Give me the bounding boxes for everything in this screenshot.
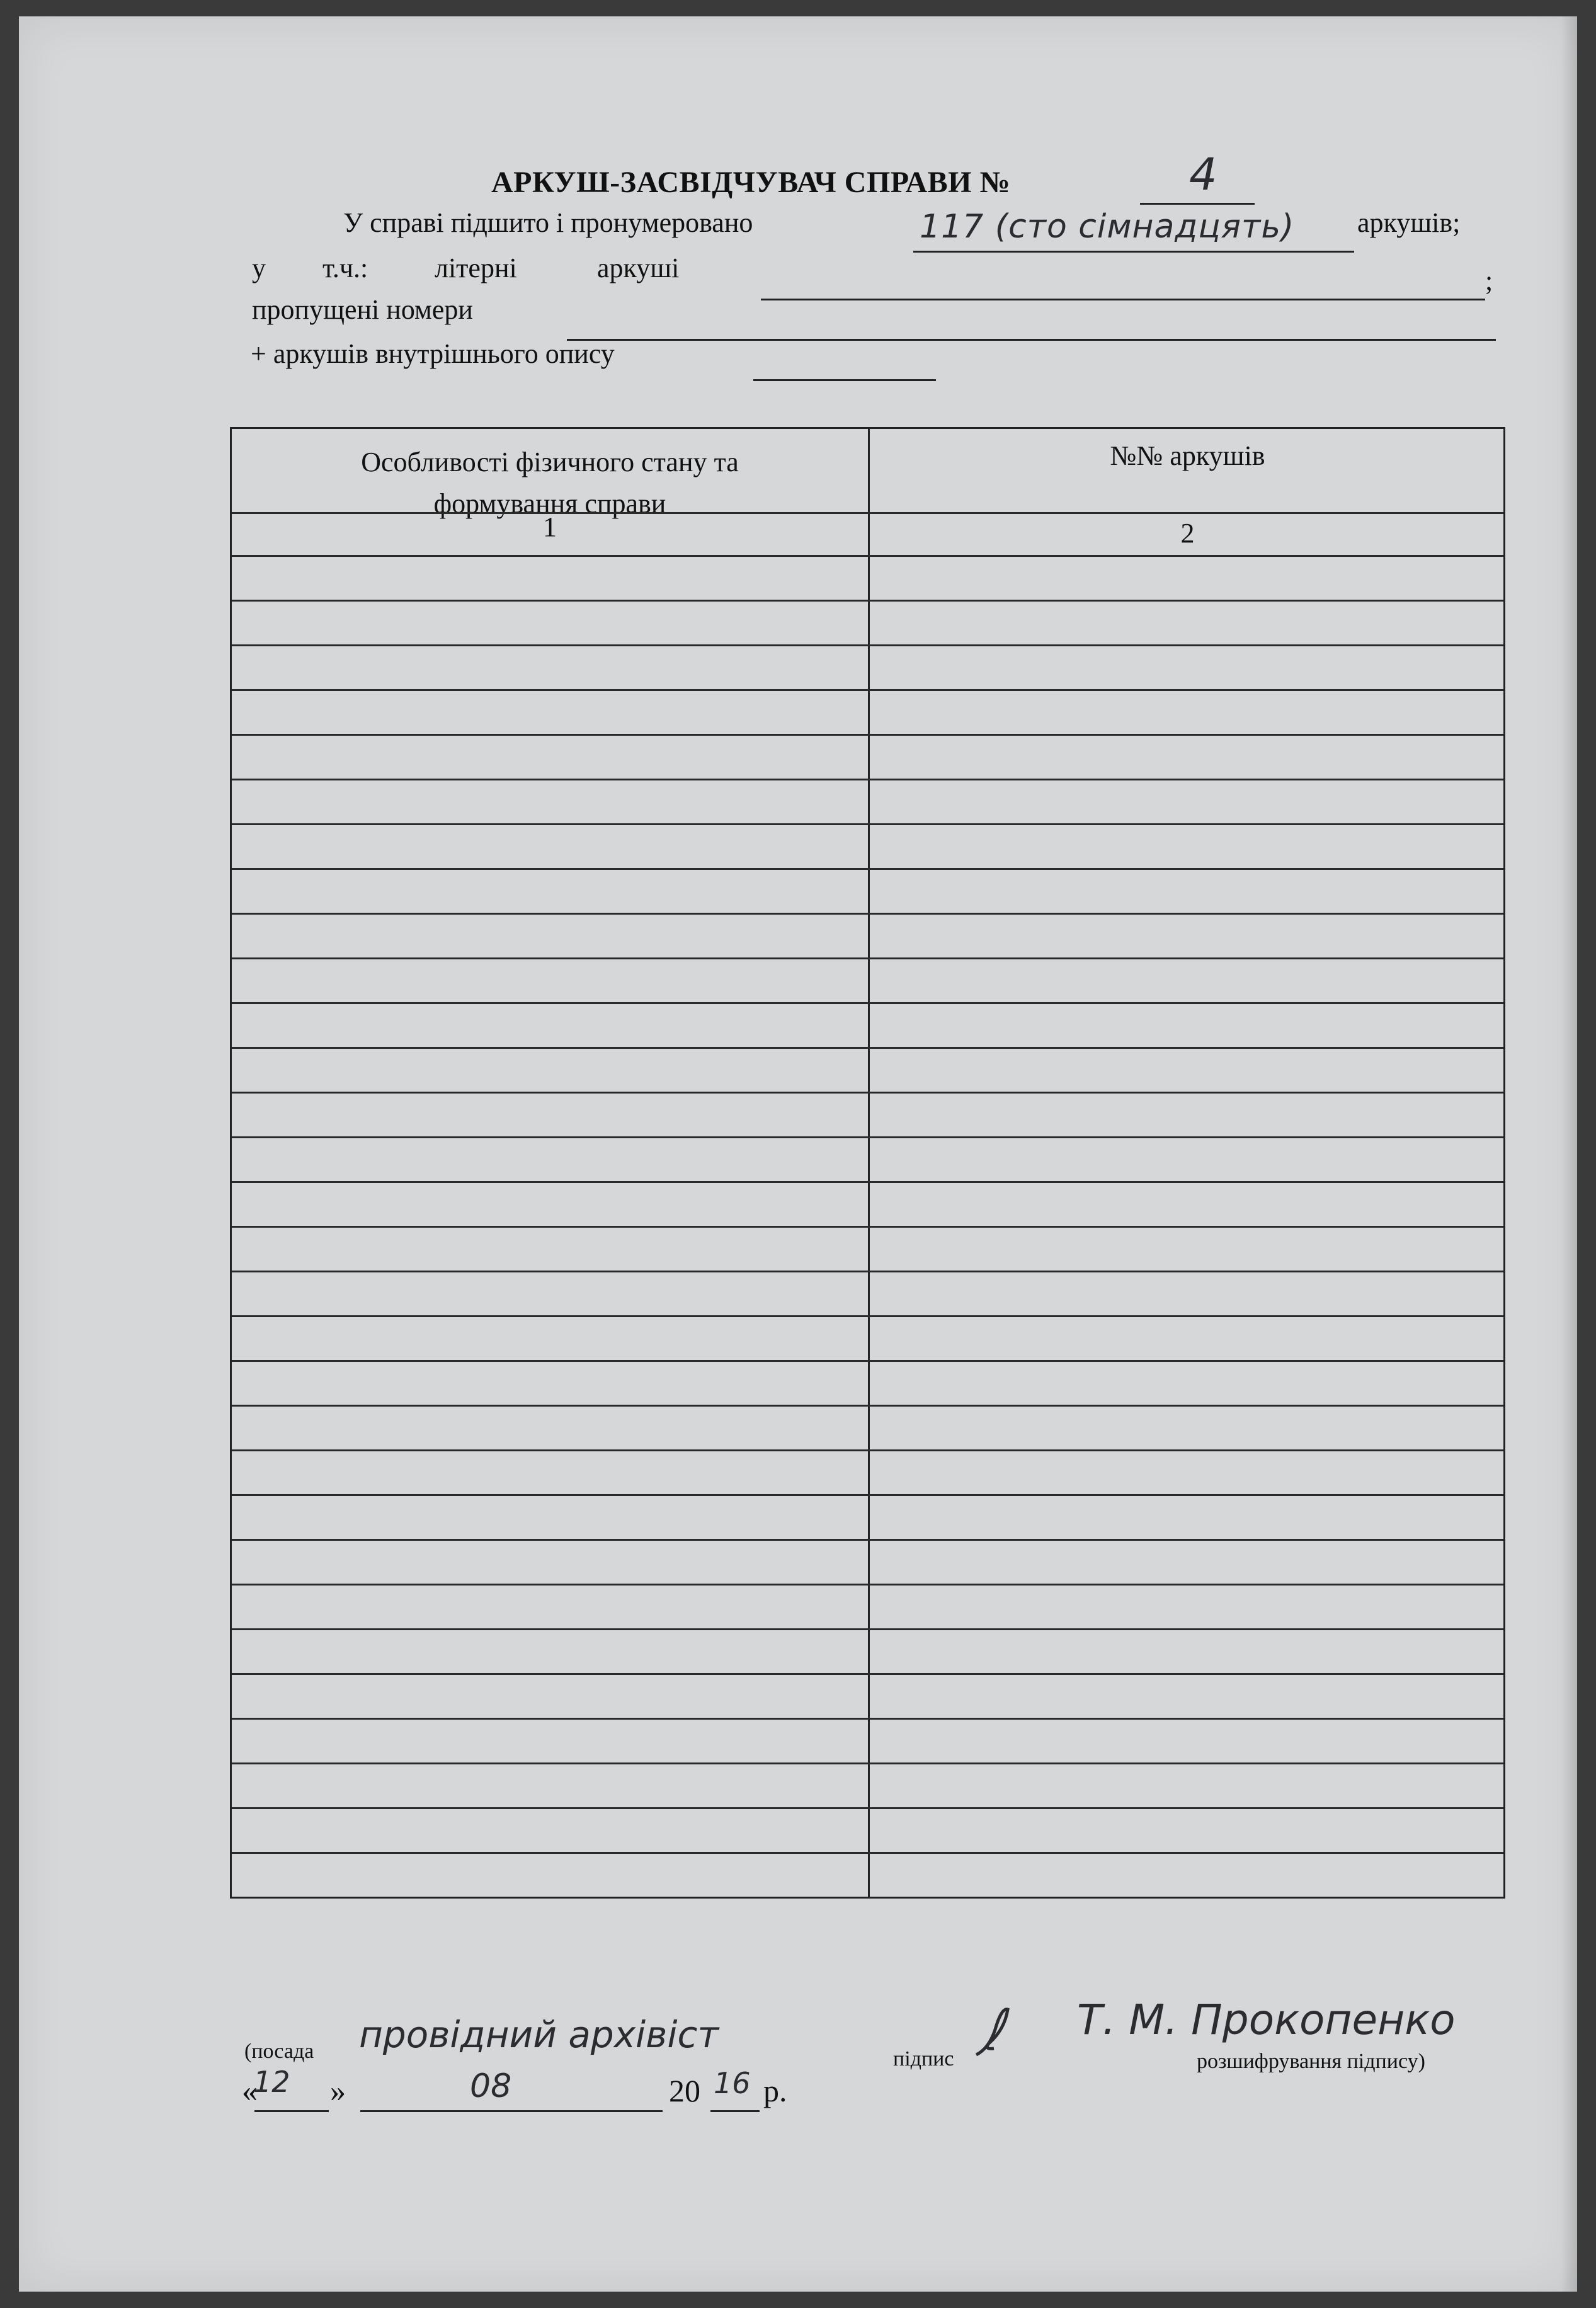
table-row-line	[232, 1271, 1503, 1272]
signature-squiggle	[970, 2004, 1020, 2061]
missing-numbers-underline	[567, 339, 1496, 341]
table-row-line	[232, 1584, 1503, 1585]
including-word-u: у	[252, 253, 266, 283]
table-row-line	[232, 1405, 1503, 1407]
sewn-pages-suffix: аркушів;	[1357, 207, 1461, 238]
table-column-number-2: 2	[1180, 518, 1195, 549]
table-row-line	[232, 1673, 1503, 1675]
including-word-tch: т.ч.:	[322, 253, 368, 283]
signature-name-handwritten: Т. М. Прокопенко	[1077, 1996, 1456, 2044]
case-number-underline	[1140, 203, 1255, 205]
missing-numbers-label: пропущені номери	[252, 294, 473, 325]
inner-inventory-label: + аркушів внутрішнього опису	[251, 338, 615, 369]
signature-decoding-label: розшифрування підпису)	[1197, 2050, 1425, 2073]
table-row-line	[232, 1718, 1503, 1720]
table-column-divider	[868, 429, 870, 1897]
sewn-pages-label: У справі підшито і пронумеровано	[343, 207, 753, 238]
table-header-condition-line2: формування справи	[433, 488, 666, 519]
letter-sheets-semicolon: ;	[1485, 265, 1493, 296]
inner-inventory-underline	[753, 379, 936, 381]
table-row-line	[232, 1360, 1503, 1362]
signature-label: підпис	[893, 2047, 954, 2071]
position-handwritten: провідний архівіст	[359, 2013, 719, 2056]
table-row-line	[232, 1315, 1503, 1317]
table-row-line	[232, 1494, 1503, 1496]
table-row-line	[232, 913, 1503, 915]
date-year-underline	[710, 2110, 760, 2112]
date-month-underline	[360, 2110, 663, 2112]
paper-edge-shade	[1561, 16, 1577, 2292]
table-row-line	[232, 1762, 1503, 1764]
position-label: (посада	[244, 2040, 314, 2063]
table-row-line	[232, 1226, 1503, 1228]
table-header-sheet-numbers: №№ аркушів	[1110, 440, 1265, 471]
date-year-prefix: 20	[669, 2073, 700, 2108]
date-year-handwritten: 16	[714, 2066, 751, 2100]
table-row-line	[232, 1807, 1503, 1809]
case-number-handwritten: 4	[1189, 149, 1217, 200]
table-row-line	[232, 1136, 1503, 1138]
table-row-line	[232, 689, 1503, 691]
table-row-line	[232, 779, 1503, 780]
table-row-line	[232, 1181, 1503, 1183]
date-day-underline	[254, 2110, 329, 2112]
table-row-line	[232, 555, 1503, 557]
date-close-quote: »	[330, 2073, 346, 2108]
table-row-line	[232, 1047, 1503, 1049]
table-row-line	[232, 644, 1503, 646]
date-day-handwritten: 12	[253, 2065, 290, 2099]
table-row-line	[232, 600, 1503, 602]
including-word-sheets: аркуші	[597, 253, 680, 283]
date-open-quote: «	[242, 2073, 258, 2108]
signature-mark	[970, 2004, 1020, 2073]
table-row-line	[232, 823, 1503, 825]
table-row-line	[232, 1002, 1503, 1004]
table-column-number-1: 1	[543, 511, 557, 542]
pages-count-underline	[913, 251, 1354, 253]
table-row-line	[232, 1449, 1503, 1451]
pages-count-handwritten: 117 (сто сімнадцять)	[920, 208, 1295, 246]
table-row-line	[232, 1092, 1503, 1094]
table-row-line	[232, 957, 1503, 959]
table-row-line	[232, 1539, 1503, 1541]
date-month-handwritten: 08	[470, 2067, 512, 2105]
letter-sheets-underline	[761, 299, 1485, 300]
table-header-condition-line1: Особливості фізичного стану та	[361, 447, 739, 477]
table-row-line	[232, 1628, 1503, 1630]
table-row-line	[232, 868, 1503, 870]
table-row-line	[232, 512, 1503, 514]
table-row-line	[232, 1852, 1503, 1854]
table-row-line	[232, 734, 1503, 736]
document-title: АРКУШ-ЗАСВІДЧУВАЧ СПРАВИ №	[491, 166, 1011, 199]
date-year-suffix: р.	[763, 2073, 787, 2108]
condition-table	[230, 427, 1505, 1899]
including-word-letter: літерні	[435, 253, 517, 283]
